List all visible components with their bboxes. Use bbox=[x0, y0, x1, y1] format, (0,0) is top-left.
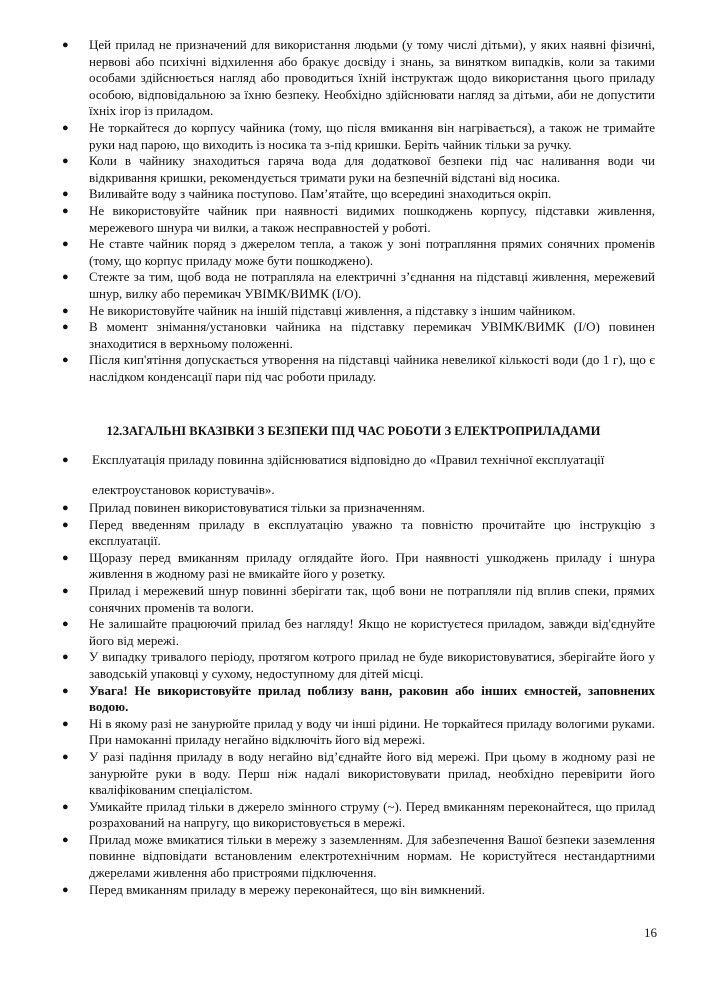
bullet-icon: ● bbox=[62, 551, 69, 564]
bullet-icon: ● bbox=[62, 304, 69, 317]
bullet-icon: ● bbox=[62, 618, 69, 631]
bullet-icon: ● bbox=[62, 717, 69, 730]
safety-list-1 bbox=[0, 37, 707, 385]
bullet-icon: ● bbox=[62, 321, 69, 334]
bullet-icon: ● bbox=[62, 518, 69, 531]
bullet-icon: ● bbox=[62, 354, 69, 367]
bullet-icon: ● bbox=[62, 833, 69, 846]
list-item: ● У разі падіння приладу в воду негайно від’єднайте його від мережі. При цьому в жодному разі не занурюйте руки в воду. Перш ніж надалі використовувати прилад, необхідно перевірити його кваліфікованим спеціалістом. bbox=[62, 748, 655, 798]
page-number: 16 bbox=[644, 925, 657, 940]
list-item: ● Не торкайтеся до корпусу чайника (тому, що після вмикання він нагрівається), а також не тримайте руки над парою, що виходить із носика та з-під кришки. Беріть чайник тільки за ручку. bbox=[62, 119, 655, 152]
bullet-icon: ● bbox=[62, 454, 69, 466]
bullet-icon: ● bbox=[62, 188, 69, 201]
list-item: ● Не ставте чайник поряд з джерелом тепла, а також у зоні потрапляння прямих сонячних променів (тому, що корпус приладу може бути пошкоджено). bbox=[62, 236, 655, 268]
warning-item bbox=[0, 683, 707, 716]
list-item: ● В момент знімання/установки чайника на підставку перемикач УВІМК/ВИМК (I/O) повинен знаходитися в верхньому положенні. bbox=[62, 319, 655, 351]
bullet-icon: ● bbox=[62, 800, 69, 813]
list-item: ● Ні в якому разі не занурюйте прилад у воду чи інші рідини. Не торкайтеся приладу вологими руками. При намоканні приладу негайно відключіть його від мережі. bbox=[62, 715, 655, 748]
list-item: ● Не використовуйте чайник при наявності видимих пошкоджень корпусу, підставки живлення, мережевого шнура чи вилки, а також несправностей у роботі. bbox=[62, 202, 655, 235]
section-heading: 12.ЗАГАЛЬНІ ВКАЗІВКИ З БЕЗПЕКИ ПІД ЧАС РОБОТИ З ЕЛЕКТРОПРИЛАДАМИ bbox=[106, 424, 601, 438]
bullet-icon: ● bbox=[62, 121, 69, 134]
list-item: ● Не використовуйте чайник на іншій підставці живлення, а підставку з іншим чайником. bbox=[62, 302, 576, 318]
bullet-icon: ● bbox=[62, 502, 69, 514]
bullet-icon: ● bbox=[62, 238, 69, 251]
bullet-icon: ● bbox=[62, 271, 69, 284]
bullet-icon: ● bbox=[62, 39, 69, 51]
list-item: ● Після кип'ятіння допускається утворення на підставці чайника невеликої кількості води (до 1 г), що є наслідком конденсації пари під час роботи приладу. bbox=[62, 352, 655, 384]
list-item: ● Виливайте воду з чайника поступово. Пам’ятайте, що всередині знаходиться окріп. bbox=[62, 186, 552, 202]
list-item: ● Щоразу перед вмиканням приладу оглядайте його. При наявності ушкоджень приладу і шнура живлення в жодному разі не вмикайте його у розетку. bbox=[62, 549, 655, 582]
bullet-icon: ● bbox=[62, 651, 69, 664]
bullet-icon: ● bbox=[62, 204, 69, 217]
bullet-icon: ● bbox=[62, 155, 69, 168]
warning-text: Увага! Не використовуйте прилад поблизу ванн, раковин або інших ємностей, заповнених водою. bbox=[89, 682, 655, 715]
bullet-icon: ● bbox=[62, 750, 69, 763]
safety-list-2 bbox=[0, 500, 707, 898]
list-item: ● Цей прилад не призначений для використання людьми (у тому числі дітьми), у яких наявні фізичні, нервові або психічні відхилення або бракує досвіду і знань, за винятком випадків, коли за такими особами здійснюється нагляд або проводиться їхній інструктаж щодо використання цього приладу особою, відповідальною за їхню безпеку. Необхідно здійснювати нагляд за дітьми, аби не допустити їхніх ігор із приладом. bbox=[62, 37, 655, 119]
list-item: ● Прилад і мережевий шнур повинні зберігати так, щоб вони не потрапляли під вплив спеки, прямих сонячних променів та вологи. bbox=[62, 582, 655, 615]
bullet-icon: ● bbox=[62, 883, 69, 896]
list-item: ● Умикайте прилад тільки в джерело змінного струму (~). Перед вмиканням переконайтеся, що прилад розрахований на напругу, що використовується в мережі. bbox=[62, 798, 655, 831]
list-item: ● Прилад може вмикатися тільки в мережу з заземленням. Для забезпечення Вашої безпеки заземлення повинне відповідати встановленим електротехнічним нормам. Не користуйтеся нестандартними джерелами живлення або пристроями підключення. bbox=[62, 831, 655, 881]
list-item: ● Експлуатація приладу повинна здійснюватися відповідно до «Правил технічної експлуатації електроустановок користувачів». bbox=[62, 452, 605, 497]
bullet-icon: ● bbox=[62, 584, 69, 597]
bullet-icon: ● bbox=[62, 684, 69, 697]
safety-list-2-intro bbox=[0, 452, 707, 498]
list-item: ● Коли в чайнику знаходиться гаряча вода для додаткової безпеки під час наливання води чи відкривання кришки, рекомендується тримати руки на безпечній відстані від носика. bbox=[62, 153, 655, 185]
list-item: ● Не залишайте працюючий прилад без нагляду! Якщо не користуєтеся приладом, завжди від'єднуйте його від мережі. bbox=[62, 616, 655, 648]
list-item: ● Перед вмиканням приладу в мережу переконайтеся, що він вимкнений. bbox=[62, 881, 485, 897]
list-item: ● У випадку тривалого періоду, протягом котрого прилад не буде використовуватися, зберігайте його у заводській упаковці у сухому, недоступному для дітей місці. bbox=[62, 649, 655, 681]
list-item: ● Перед введенням приладу в експлуатацію уважно та повністю прочитайте цю інструкцію з експлуатації. bbox=[62, 516, 655, 549]
list-item: ● Прилад повинен використовуватися тільки за призначенням. bbox=[62, 500, 425, 515]
list-item: ● Стежте за тим, щоб вода не потрапляла на електричні з’єднання на підставці живлення, мережевий шнур, вилку або перемикач УВІМК/ВИМК (I/O). bbox=[62, 269, 655, 301]
